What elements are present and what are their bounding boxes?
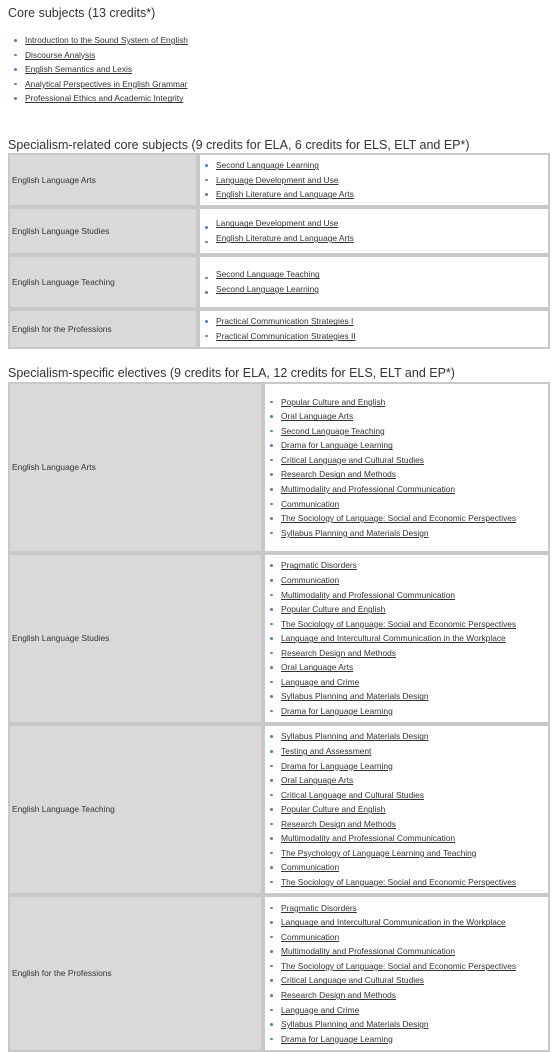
course-link[interactable]: Analytical Perspectives in English Grammar bbox=[25, 78, 188, 89]
course-link[interactable]: Language and Crime bbox=[281, 676, 360, 687]
course-link[interactable]: Oral Language Arts bbox=[281, 411, 354, 422]
list-item bbox=[267, 453, 548, 468]
list-item bbox=[267, 860, 548, 875]
list-item bbox=[267, 409, 548, 424]
course-link[interactable]: Multimodality and Professional Communication bbox=[281, 589, 456, 600]
course-link[interactable]: Syllabus Planning and Materials Design bbox=[281, 731, 429, 742]
list-item bbox=[267, 573, 548, 588]
course-link[interactable]: Practical Communication Strategies II bbox=[216, 330, 356, 341]
list-item bbox=[267, 558, 548, 573]
course-list bbox=[267, 901, 548, 1046]
course-link[interactable]: Critical Language and Cultural Studies bbox=[281, 975, 424, 986]
list-item bbox=[267, 959, 548, 974]
list-item bbox=[267, 1032, 548, 1047]
table-row bbox=[8, 724, 550, 895]
list-item bbox=[267, 846, 548, 861]
core-subjects-list bbox=[11, 33, 548, 106]
course-list bbox=[202, 267, 548, 296]
list-item bbox=[267, 944, 548, 959]
course-link[interactable]: The Sociology of Language: Social and Economic Perspectives bbox=[281, 876, 517, 887]
course-link[interactable]: Multimodality and Professional Communication bbox=[281, 484, 456, 495]
course-link[interactable]: Communication bbox=[281, 575, 340, 585]
list-item bbox=[202, 282, 548, 297]
specialism-courses-cell bbox=[263, 724, 550, 895]
list-item bbox=[11, 62, 548, 77]
list-item bbox=[202, 173, 548, 188]
course-link[interactable]: The Psychology of Language Learning and Teaching bbox=[281, 847, 477, 858]
table-row bbox=[8, 895, 550, 1052]
course-link[interactable]: Drama for Language Learning bbox=[281, 705, 393, 716]
list-item bbox=[267, 482, 548, 497]
core-subjects-heading: Core subjects (13 credits*) bbox=[8, 6, 156, 20]
course-link[interactable]: Second Language Teaching bbox=[216, 269, 320, 280]
course-link[interactable]: The Sociology of Language: Social and Economic Perspectives bbox=[281, 960, 517, 971]
specialism-label: English Language Studies bbox=[8, 207, 198, 255]
list-item bbox=[11, 77, 548, 92]
list-item bbox=[11, 33, 548, 48]
course-link[interactable]: Testing and Assessment bbox=[281, 746, 372, 756]
course-link[interactable]: Research Design and Methods bbox=[281, 647, 396, 658]
course-link[interactable]: English Literature and Language Arts bbox=[216, 189, 354, 200]
specialism-courses-cell bbox=[263, 553, 550, 724]
list-item bbox=[202, 231, 548, 246]
course-list bbox=[202, 314, 548, 343]
list-item bbox=[267, 660, 548, 675]
list-item bbox=[202, 314, 548, 329]
list-item bbox=[267, 915, 548, 930]
specialism-courses-cell bbox=[198, 207, 550, 255]
table-row bbox=[8, 309, 550, 349]
specialism-core-table bbox=[8, 153, 550, 349]
course-link[interactable]: Syllabus Planning and Materials Design bbox=[281, 691, 429, 702]
course-link[interactable]: Multimodality and Professional Communication bbox=[281, 833, 456, 844]
course-link[interactable]: Research Design and Methods bbox=[281, 469, 396, 480]
course-link[interactable]: Popular Culture and English bbox=[281, 604, 386, 615]
course-link[interactable]: Research Design and Methods bbox=[281, 818, 396, 829]
specialism-label: English Language Arts bbox=[8, 153, 198, 207]
list-item bbox=[267, 930, 548, 945]
list-item bbox=[267, 875, 548, 890]
specialism-courses-cell bbox=[198, 309, 550, 349]
course-link[interactable]: Popular Culture and English bbox=[281, 396, 386, 407]
course-link[interactable]: Language and Intercultural Communication in the Workplace bbox=[281, 917, 506, 928]
list-item bbox=[11, 48, 548, 63]
specialism-courses-cell bbox=[198, 255, 550, 309]
course-link[interactable]: Critical Language and Cultural Studies bbox=[281, 789, 424, 800]
course-link[interactable]: English Semantics and Lexis bbox=[25, 64, 133, 75]
list-item bbox=[202, 187, 548, 202]
specialism-label: English Language Teaching bbox=[8, 255, 198, 309]
list-item bbox=[202, 158, 548, 173]
course-link[interactable]: Communication bbox=[281, 931, 340, 942]
course-link[interactable]: Drama for Language Learning bbox=[281, 440, 393, 451]
list-item bbox=[267, 511, 548, 526]
list-item bbox=[267, 617, 548, 632]
table-row bbox=[8, 382, 550, 553]
list-item bbox=[267, 729, 548, 744]
course-link[interactable]: English Literature and Language Arts bbox=[216, 232, 354, 243]
course-link[interactable]: The Sociology of Language: Social and Economic Perspectives bbox=[281, 618, 517, 629]
list-item bbox=[267, 467, 548, 482]
list-item bbox=[202, 267, 548, 282]
course-link[interactable]: Language Development and Use bbox=[216, 174, 339, 185]
course-link[interactable]: Oral Language Arts bbox=[281, 775, 354, 786]
course-link[interactable]: Language and Crime bbox=[281, 1004, 360, 1015]
list-item bbox=[267, 973, 548, 988]
list-item bbox=[202, 216, 548, 231]
specialism-courses-cell bbox=[263, 895, 550, 1052]
table-row bbox=[8, 553, 550, 724]
list-item bbox=[267, 395, 548, 410]
course-link[interactable]: Pragmatic Disorders bbox=[281, 902, 357, 913]
course-link[interactable]: Second Language Learning bbox=[216, 283, 319, 294]
list-item bbox=[267, 802, 548, 817]
course-link[interactable]: Popular Culture and English bbox=[281, 804, 386, 815]
course-link[interactable]: Syllabus Planning and Materials Design bbox=[281, 527, 429, 538]
list-item bbox=[267, 1017, 548, 1032]
course-link[interactable]: Second Language Learning bbox=[216, 160, 319, 171]
list-item bbox=[267, 901, 548, 916]
course-list bbox=[267, 558, 548, 718]
list-item bbox=[202, 329, 548, 344]
specialism-courses-cell bbox=[198, 153, 550, 207]
list-item bbox=[267, 1003, 548, 1018]
course-list bbox=[267, 729, 548, 889]
specialism-electives-table bbox=[8, 382, 550, 1052]
list-item bbox=[267, 689, 548, 704]
course-link[interactable]: Research Design and Methods bbox=[281, 990, 396, 1001]
list-item bbox=[267, 424, 548, 439]
list-item bbox=[267, 588, 548, 603]
course-link[interactable]: Introduction to the Sound System of English bbox=[25, 35, 188, 45]
course-link[interactable]: Second Language Teaching bbox=[281, 425, 385, 436]
course-link[interactable]: Oral Language Arts bbox=[281, 662, 354, 673]
course-link[interactable]: Communication bbox=[281, 862, 340, 873]
list-item bbox=[11, 91, 548, 106]
course-list bbox=[202, 158, 548, 202]
specialism-courses-cell bbox=[263, 382, 550, 553]
course-link[interactable]: Practical Communication Strategies I bbox=[216, 316, 354, 327]
list-item bbox=[267, 817, 548, 832]
specialism-label: English Language Studies bbox=[8, 553, 263, 724]
course-link[interactable]: Professional Ethics and Academic Integrity bbox=[25, 93, 184, 104]
course-link[interactable]: Drama for Language Learning bbox=[281, 1033, 393, 1044]
list-item bbox=[267, 631, 548, 646]
list-item bbox=[267, 831, 548, 846]
list-item bbox=[267, 526, 548, 541]
course-link[interactable]: Language Development and Use bbox=[216, 218, 339, 229]
list-item bbox=[267, 788, 548, 803]
specialism-label: English for the Professions bbox=[8, 895, 263, 1052]
course-link[interactable]: Pragmatic Disorders bbox=[281, 560, 357, 571]
specialism-label: English Language Teaching bbox=[8, 724, 263, 895]
list-item bbox=[267, 759, 548, 774]
course-link[interactable]: Language and Intercultural Communication in the Workplace bbox=[281, 633, 506, 644]
specialism-label: English for the Professions bbox=[8, 309, 198, 349]
list-item bbox=[267, 497, 548, 512]
list-item bbox=[267, 438, 548, 453]
table-row bbox=[8, 255, 550, 309]
course-list bbox=[202, 216, 548, 245]
course-link[interactable]: Drama for Language Learning bbox=[281, 760, 393, 771]
specialism-core-heading: Specialism-related core subjects (9 credits for ELA, 6 credits for ELS, ELT and EP*) bbox=[8, 137, 470, 152]
course-link[interactable]: Multimodality and Professional Communication bbox=[281, 946, 456, 957]
list-item bbox=[267, 744, 548, 759]
course-list bbox=[267, 395, 548, 540]
list-item bbox=[267, 646, 548, 661]
table-row bbox=[8, 207, 550, 255]
course-link[interactable]: Critical Language and Cultural Studies bbox=[281, 454, 424, 465]
list-item bbox=[267, 602, 548, 617]
list-item bbox=[267, 773, 548, 788]
specialism-label: English Language Arts bbox=[8, 382, 263, 553]
course-link[interactable]: Communication bbox=[281, 498, 340, 509]
table-row bbox=[8, 153, 550, 207]
course-link[interactable]: The Sociology of Language: Social and Economic Perspectives bbox=[281, 513, 517, 524]
list-item bbox=[267, 704, 548, 719]
list-item bbox=[267, 675, 548, 690]
course-link[interactable]: Syllabus Planning and Materials Design bbox=[281, 1019, 429, 1030]
list-item bbox=[267, 988, 548, 1003]
specialism-electives-heading: Specialism-specific electives (9 credits for ELA, 12 credits for ELS, ELT and EP*) bbox=[8, 365, 455, 380]
course-link[interactable]: Discourse Analysis bbox=[25, 49, 96, 60]
